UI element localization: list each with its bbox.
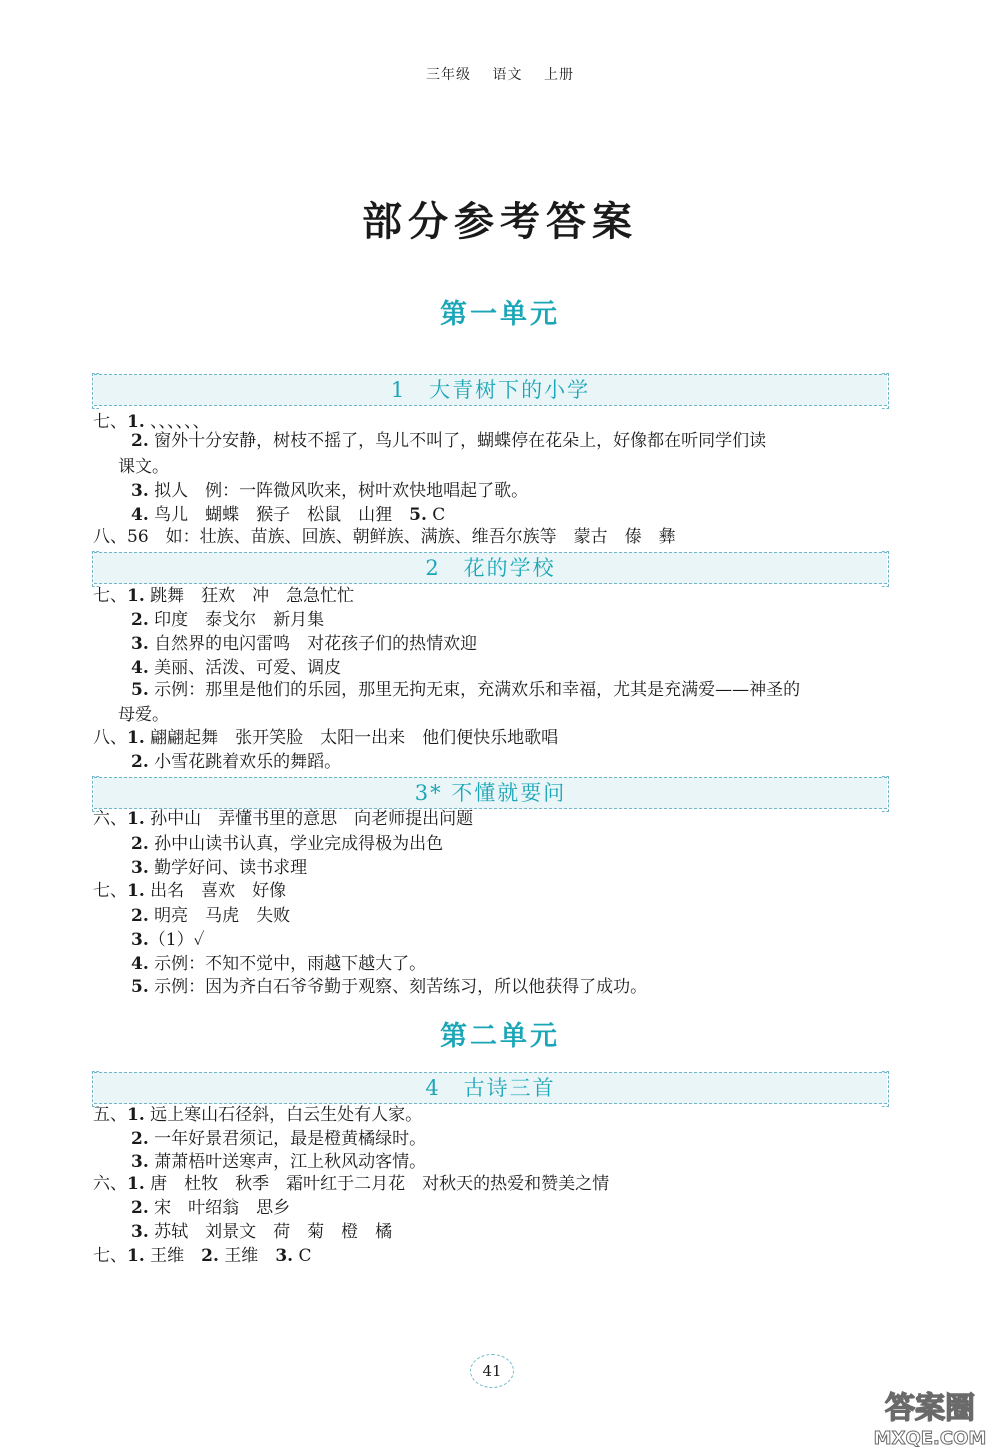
answer-line: 2. 孙中山读书认真，学业完成得极为出色 <box>131 834 444 854</box>
answer-line: 3.（1）✓ <box>131 930 205 950</box>
watermark-logo <box>870 1378 990 1450</box>
answer-line: 2. 小雪花跳着欢乐的舞蹈。 <box>131 752 342 772</box>
answer-line: 六、1. 孙中山 弄懂书里的意思 向老师提出问题 <box>93 809 474 829</box>
unit-title-1: 第一单元 <box>440 299 560 330</box>
lesson-heading-2: 2 花的学校 <box>94 552 887 584</box>
answer-line: 七、1. 跳舞 狂欢 冲 急急忙忙 <box>93 586 355 606</box>
watermark-top: 答案圈 <box>885 1391 975 1426</box>
answer-line: 七、1. 王维 2. 王维 3. C <box>93 1246 312 1266</box>
answer-line: 课文。 <box>118 457 169 477</box>
answer-line: 八、56 如：壮族、苗族、回族、朝鲜族、满族、维吾尔族等 蒙古 傣 彝 <box>93 527 676 547</box>
answer-line: 七、1. 出名 喜欢 好像 <box>93 881 287 901</box>
answer-line: 2. 印度 泰戈尔 新月集 <box>131 610 325 630</box>
answer-line: 5. 示例：那里是他们的乐园，那里无拘无束，充满欢乐和幸福，尤其是充满爱——神圣的 <box>131 680 801 700</box>
answer-line: 八、1. 翩翩起舞 张开笑脸 太阳一出来 他们便快乐地歌唱 <box>93 728 559 748</box>
answer-line: 2. 宋 叶绍翁 思乡 <box>131 1198 291 1218</box>
page-title: 部分参考答案 <box>362 199 638 245</box>
answer-line: 七、1. 、、、、、、 <box>93 412 210 432</box>
lesson-heading-3: 3* 不懂就要问 <box>94 777 887 809</box>
answer-line: 3. 自然界的电闪雷鸣 对花孩子们的热情欢迎 <box>131 634 478 654</box>
answer-line: 3. 拟人 例：一阵微风吹来，树叶欢快地唱起了歌。 <box>131 481 529 501</box>
lesson-heading-1: 1 大青树下的小学 <box>94 374 887 406</box>
answer-line: 2. 一年好景君须记，最是橙黄橘绿时。 <box>131 1129 427 1149</box>
header-grade: 三年级 <box>426 67 472 83</box>
answer-line: 2. 窗外十分安静，树枝不摇了，鸟儿不叫了，蝴蝶停在花朵上，好像都在听同学们读 <box>131 431 767 451</box>
answer-line: 3. 勤学好问、读书求理 <box>131 858 308 878</box>
header-volume: 上册 <box>543 67 574 83</box>
lesson-heading-4: 4 古诗三首 <box>94 1072 887 1104</box>
page-number: 41 <box>470 1354 514 1388</box>
answer-line: 4. 鸟儿 蝴蝶 猴子 松鼠 山狸 5. C <box>131 505 446 525</box>
answer-line: 4. 示例：不知不觉中，雨越下越大了。 <box>131 954 427 974</box>
answer-line: 五、1. 远上寒山石径斜，白云生处有人家。 <box>93 1105 423 1125</box>
answer-line: 3. 苏轼 刘景文 荷 菊 橙 橘 <box>131 1222 393 1242</box>
answer-line: 2. 明亮 马虎 失败 <box>131 906 291 926</box>
header-subject: 语文 <box>492 67 523 83</box>
answer-line: 母爱。 <box>118 705 169 725</box>
answer-line: 5. 示例：因为齐白石爷爷勤于观察、刻苦练习，所以他获得了成功。 <box>131 977 648 997</box>
running-header <box>0 64 1000 84</box>
unit-title-2: 第二单元 <box>440 1021 560 1052</box>
watermark-bottom: MXQE.COM <box>873 1428 987 1449</box>
answer-line: 4. 美丽、活泼、可爱、调皮 <box>131 658 342 678</box>
answer-line: 3. 萧萧梧叶送寒声，江上秋风动客情。 <box>131 1152 427 1172</box>
answer-line: 六、1. 唐 杜牧 秋季 霜叶红于二月花 对秋天的热爱和赞美之情 <box>93 1174 610 1194</box>
